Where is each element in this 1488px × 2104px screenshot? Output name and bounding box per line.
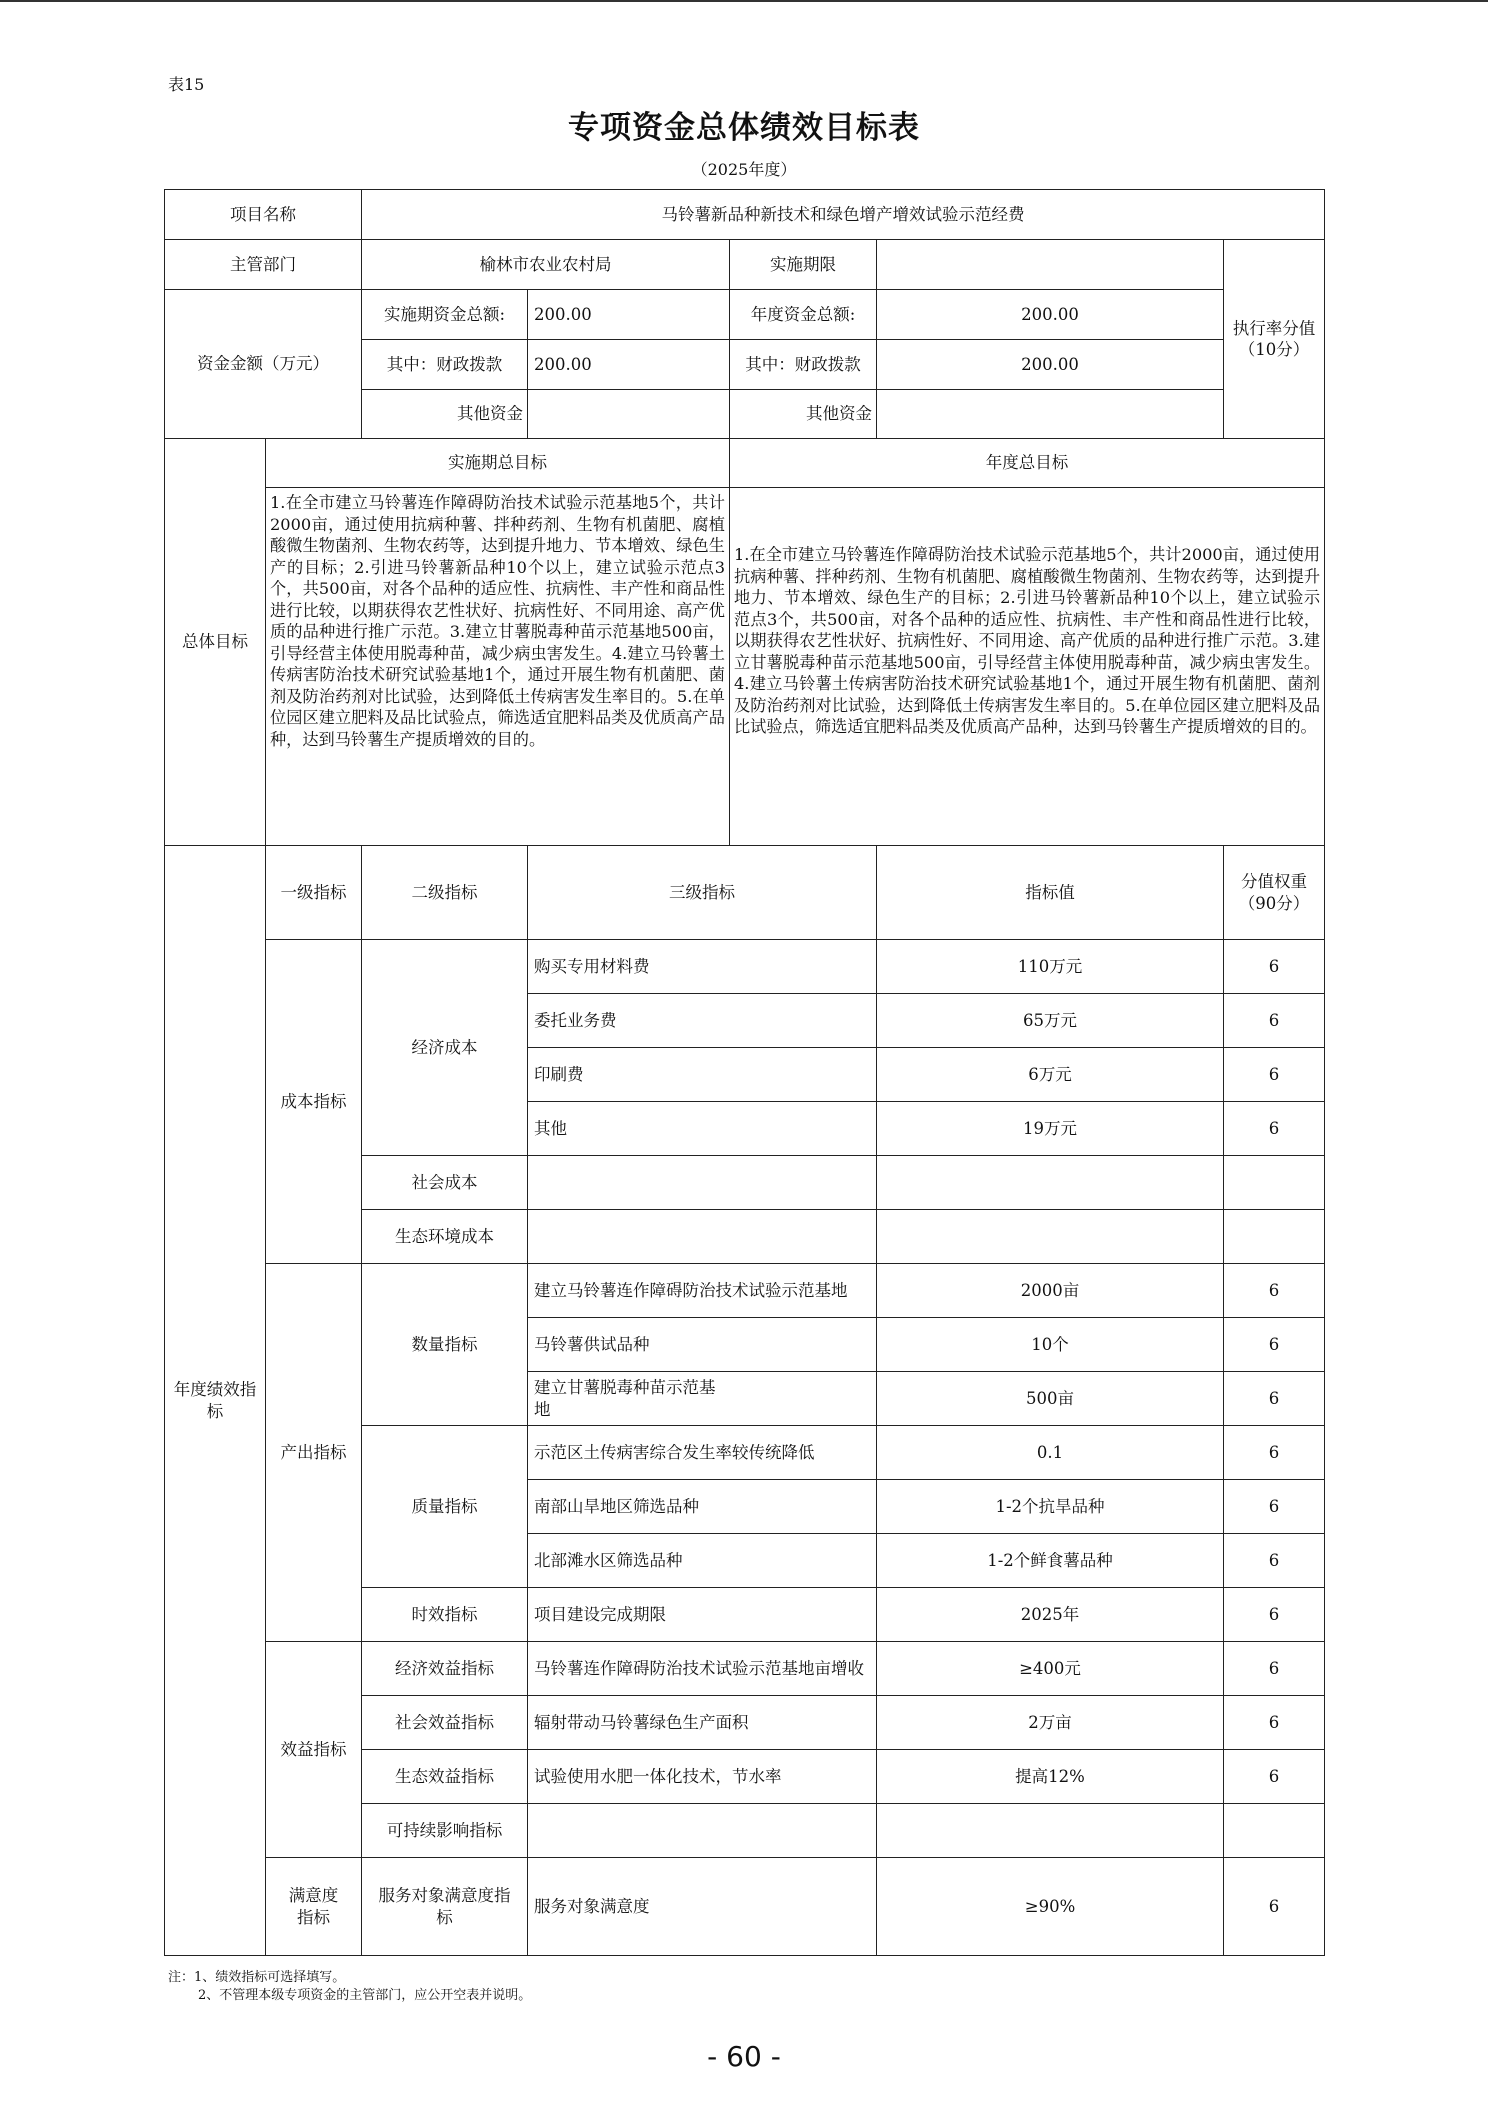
page-number: - 60 - — [707, 2040, 781, 2073]
social-cost-label: 社会成本 — [362, 1156, 528, 1210]
table-row-weight: 6 — [1224, 1534, 1325, 1588]
fiscal-annual-label: 其中：财政拨款 — [730, 340, 877, 390]
table-row-name: 项目建设完成期限 — [528, 1588, 877, 1642]
period-goal-text: 1.在全市建立马铃薯连作障碍防治技术试验示范基地5个，共计2000亩，通过使用抗病种薯、拌种药剂、生物有机菌肥、腐植酸微生物菌剂、生物农药等，达到提升地力、节本增效、绿色生产的目标；2.引进马铃薯新品种10个以上，建立试验示范点3个，共500亩，对各个品种的适应性、抗病性、丰产性和商品性进行比较，以期获得农艺性状好、抗病性好、不同用途、高产优质的品种进行推广示范。3.建立甘薯脱毒种苗示范基地500亩，引导经营主体使用脱毒种苗，减少病虫害发生。4.建立马铃薯土传病害防治技术研究试验基地1个，通过开展生物有机菌肥、菌剂及防治药剂对比试验，达到降低土传病害发生率目的。5.在单位园区建立肥料及品比试验点，筛选适宜肥料品类及优质高产品种，达到马铃薯生产提质增效的目的。 — [266, 488, 730, 846]
table-row-value: 2万亩 — [877, 1696, 1224, 1750]
table-row-name: 马铃薯供试品种 — [528, 1318, 877, 1372]
table-row-weight: 6 — [1224, 1372, 1325, 1426]
other-annual-label: 其他资金 — [730, 390, 877, 439]
annual-goal-header: 年度总目标 — [730, 439, 1325, 488]
project-name: 马铃薯新品种新技术和绿色增产增效试验示范经费 — [362, 190, 1325, 240]
table-row-weight: 6 — [1224, 1750, 1325, 1804]
table-row-weight: 6 — [1224, 1858, 1325, 1956]
empty-cell — [528, 1210, 877, 1264]
table-row-name: 服务对象满意度 — [528, 1858, 877, 1956]
table-row-weight: 6 — [1224, 1426, 1325, 1480]
table-row-value: 1-2个鲜食薯品种 — [877, 1534, 1224, 1588]
table-row-weight: 6 — [1224, 1264, 1325, 1318]
table-row-name-text: 南部山旱地区筛选品种 — [534, 1496, 699, 1516]
satisfaction-indicator-label — [266, 1858, 362, 1956]
satisfaction-sub-text: 服务对象满意度指标 — [378, 1886, 511, 1927]
table-row-name-text: 建立甘薯脱毒种苗示范基地 — [534, 1378, 716, 1419]
table-row-weight: 6 — [1224, 1642, 1325, 1696]
table-row-name: 辐射带动马铃薯绿色生产面积 — [528, 1696, 877, 1750]
funds-label: 资金金额（万元） — [165, 290, 362, 439]
empty-cell — [877, 1804, 1224, 1858]
empty-cell — [877, 1156, 1224, 1210]
level3-header: 三级指标 — [528, 846, 877, 940]
empty-cell — [1224, 1210, 1325, 1264]
table-row-name: 其他 — [528, 1102, 877, 1156]
table-row-name: 印刷费 — [528, 1048, 877, 1102]
table-row-weight: 6 — [1224, 1048, 1325, 1102]
fiscal-annual-value: 200.00 — [877, 340, 1224, 390]
social-benefit-label: 社会效益指标 — [362, 1696, 528, 1750]
table-row-weight: 6 — [1224, 940, 1325, 994]
table-row-name: 建立马铃薯连作障碍防治技术试验示范基地 — [528, 1264, 877, 1318]
annual-total-value: 200.00 — [877, 290, 1224, 340]
benefit-indicator-label: 效益指标 — [266, 1642, 362, 1858]
total-period-label: 实施期资金总额: — [362, 290, 528, 340]
table-row-weight: 6 — [1224, 1480, 1325, 1534]
empty-cell — [1224, 1156, 1325, 1210]
exec-rate-label: 执行率分值（10分） — [1224, 240, 1325, 439]
table-row-value: 2000亩 — [877, 1264, 1224, 1318]
table-row-value: 1-2个抗旱品种 — [877, 1480, 1224, 1534]
weight-header: 分值权重（90分） — [1224, 846, 1325, 940]
table-row-weight: 6 — [1224, 1588, 1325, 1642]
table-row-value: 6万元 — [877, 1048, 1224, 1102]
eco-benefit-label: 生态效益指标 — [362, 1750, 528, 1804]
cost-indicator-label: 成本指标 — [266, 940, 362, 1264]
dept-value: 榆林市农业农村局 — [362, 240, 730, 290]
other-annual-value — [877, 390, 1224, 439]
table-row-value: 65万元 — [877, 994, 1224, 1048]
table-number: 表15 — [168, 75, 205, 94]
performance-goal-table — [164, 189, 1325, 1956]
table-row-name: 委托业务费 — [528, 994, 877, 1048]
table-row-name: 马铃薯连作障碍防治技术试验示范基地亩增收 — [528, 1642, 877, 1696]
footnote-2: 2、不管理本级专项资金的主管部门，应公开空表并说明。 — [198, 1988, 532, 2003]
table-row-value: 110万元 — [877, 940, 1224, 994]
period-value — [877, 240, 1224, 290]
level2-header: 二级指标 — [362, 846, 528, 940]
quality-indicator-label: 质量指标 — [362, 1426, 528, 1588]
empty-cell — [877, 1210, 1224, 1264]
table-row-value: ≥90% — [877, 1858, 1224, 1956]
table-row-value: 提高12% — [877, 1750, 1224, 1804]
annual-goal-text: 1.在全市建立马铃薯连作障碍防治技术试验示范基地5个，共计2000亩，通过使用抗病种薯、拌种药剂、生物有机菌肥、腐植酸微生物菌剂、生物农药等，达到提升地力、节本增效、绿色生产的目标；2.引进马铃薯新品种10个以上，建立试验示范点3个，共500亩，对各个品种的适应性、抗病性、丰产性和商品性进行比较，以期获得农艺性状好、抗病性好、不同用途、高产优质的品种进行推广示范。3.建立甘薯脱毒种苗示范基地500亩，引导经营主体使用脱毒种苗，减少病虫害发生。4.建立马铃薯土传病害防治技术研究试验基地1个，通过开展生物有机菌肥、菌剂及防治药剂对比试验，达到降低土传病害发生率目的。5.在单位园区建立肥料及品比试验点，筛选适宜肥料品类及优质高产品种，达到马铃薯生产提质增效的目的。 — [730, 488, 1325, 846]
quantity-indicator-label: 数量指标 — [362, 1264, 528, 1426]
eco-cost-label: 生态环境成本 — [362, 1210, 528, 1264]
table-row-name: 示范区土传病害综合发生率较传统降低 — [528, 1426, 877, 1480]
econ-cost-label: 经济成本 — [362, 940, 528, 1156]
table-row-value: 10个 — [877, 1318, 1224, 1372]
goals-label: 总体目标 — [165, 439, 266, 846]
table-row-name: 购买专用材料费 — [528, 940, 877, 994]
sustain-indicator-label: 可持续影响指标 — [362, 1804, 528, 1858]
table-row-weight: 6 — [1224, 994, 1325, 1048]
table-row-value: ≥400元 — [877, 1642, 1224, 1696]
fiscal-period-label: 其中：财政拨款 — [362, 340, 528, 390]
table-row-name — [528, 1480, 877, 1534]
empty-cell — [528, 1156, 877, 1210]
annual-total-label: 年度资金总额: — [730, 290, 877, 340]
level1-header: 一级指标 — [266, 846, 362, 940]
table-row-value: 2025年 — [877, 1588, 1224, 1642]
project-name-label: 项目名称 — [165, 190, 362, 240]
output-indicator-label: 产出指标 — [266, 1264, 362, 1642]
period-label: 实施期限 — [730, 240, 877, 290]
table-row-weight: 6 — [1224, 1696, 1325, 1750]
table-row-weight: 6 — [1224, 1102, 1325, 1156]
satisfaction-label-text: 满意度指标 — [288, 1886, 339, 1927]
table-row-value: 0.1 — [877, 1426, 1224, 1480]
time-indicator-label: 时效指标 — [362, 1588, 528, 1642]
value-header: 指标值 — [877, 846, 1224, 940]
fiscal-year: （2025年度） — [691, 160, 797, 179]
period-goal-header: 实施期总目标 — [266, 439, 730, 488]
table-row-value: 500亩 — [877, 1372, 1224, 1426]
dept-label: 主管部门 — [165, 240, 362, 290]
table-row-weight: 6 — [1224, 1318, 1325, 1372]
annual-indicators-label: 年度绩效指标 — [165, 846, 266, 1956]
other-period-label: 其他资金 — [362, 390, 528, 439]
top-border-line — [0, 0, 1488, 2]
table-row-name: 试验使用水肥一体化技术，节水率 — [528, 1750, 877, 1804]
other-period-value — [528, 390, 730, 439]
footnote-1: 注：1、绩效指标可选择填写。 — [168, 1970, 346, 1985]
table-row-name: 北部滩水区筛选品种 — [528, 1534, 877, 1588]
table-row-name — [528, 1372, 877, 1426]
empty-cell — [528, 1804, 877, 1858]
fiscal-period-value: 200.00 — [528, 340, 730, 390]
satisfaction-sub-label — [362, 1858, 528, 1956]
econ-benefit-label: 经济效益指标 — [362, 1642, 528, 1696]
table-row-value: 19万元 — [877, 1102, 1224, 1156]
empty-cell — [1224, 1804, 1325, 1858]
page-title: 专项资金总体绩效目标表 — [568, 110, 920, 146]
total-period-value: 200.00 — [528, 290, 730, 340]
